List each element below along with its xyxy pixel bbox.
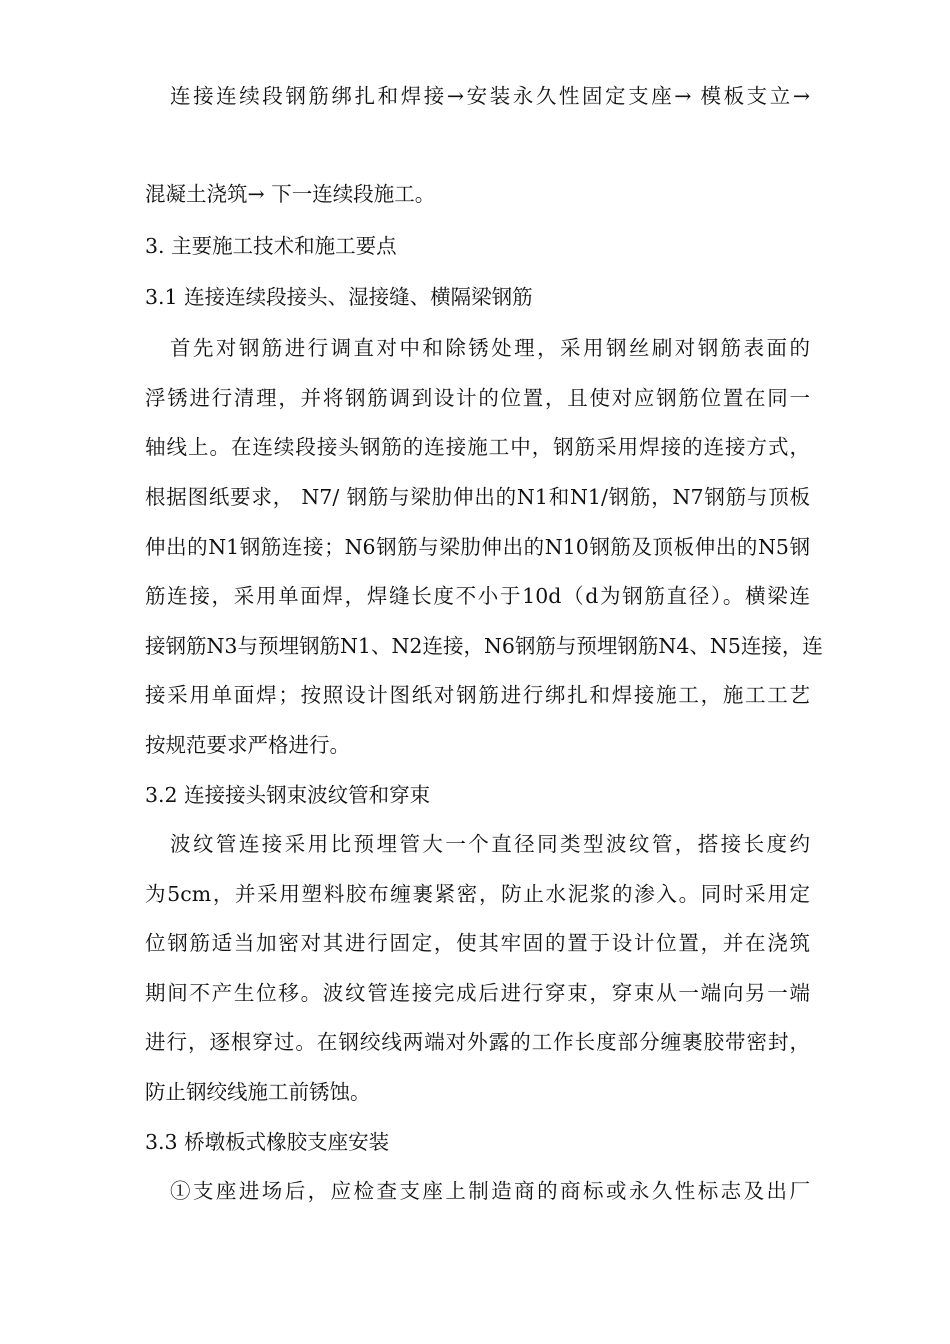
paragraph-line: 按规范要求严格进行。 bbox=[145, 733, 350, 757]
paragraph-line: 位钢筋适当加密对其进行固定，使其牢固的置于设计位置，并在浇筑 bbox=[145, 931, 810, 955]
section-3-2-heading: 3.2 连接接头钢束波纹管和穿束 bbox=[145, 783, 431, 807]
paragraph-line: 根据图纸要求， N7/ 钢筋与梁肋伸出的N1和N1/钢筋，N7钢筋与顶板 bbox=[145, 485, 810, 509]
paragraph-line: 接采用单面焊；按照设计图纸对钢筋进行绑扎和焊接施工，施工工艺 bbox=[145, 683, 810, 707]
paragraph-line: 防止钢绞线施工前锈蚀。 bbox=[145, 1080, 371, 1104]
section-3-1-heading: 3.1 连接连续段接头、湿接缝、横隔梁钢筋 bbox=[145, 285, 533, 309]
paragraph-line: 伸出的N1钢筋连接；N6钢筋与梁肋伸出的N10钢筋及顶板伸出的N5钢 bbox=[145, 535, 810, 559]
paragraph-line: 接钢筋N3与预埋钢筋N1、N2连接，N6钢筋与预埋钢筋N4、N5连接，连 bbox=[145, 634, 823, 658]
paragraph-line: 轴线上。在连续段接头钢筋的连接施工中，钢筋采用焊接的连接方式， bbox=[145, 435, 810, 459]
paragraph-line: 首先对钢筋进行调直对中和除锈处理，采用钢丝刷对钢筋表面的 bbox=[170, 336, 810, 360]
paragraph-line: 浮锈进行清理，并将钢筋调到设计的位置，且使对应钢筋位置在同一 bbox=[145, 386, 810, 410]
section-3-3-heading: 3.3 桥墩板式橡胶支座安装 bbox=[145, 1130, 390, 1154]
flow-line-2: 混凝土浇筑→ 下一连续段施工。 bbox=[145, 182, 436, 206]
paragraph-line: ①支座进场后，应检查支座上制造商的商标或永久性标志及出厂 bbox=[170, 1179, 810, 1203]
flow-line-1: 连接连续段钢筋绑扎和焊接→安装永久性固定支座→ 模板支立→ bbox=[170, 84, 810, 108]
paragraph-line: 波纹管连接采用比预埋管大一个直径同类型波纹管，搭接长度约 bbox=[170, 832, 810, 856]
paragraph-line: 筋连接，采用单面焊，焊缝长度不小于10d（d为钢筋直径）。横梁连 bbox=[145, 584, 810, 608]
paragraph-line: 进行，逐根穿过。在钢绞线两端对外露的工作长度部分缠裹胶带密封， bbox=[145, 1030, 810, 1054]
section-3-heading: 3. 主要施工技术和施工要点 bbox=[145, 234, 397, 258]
paragraph-line: 为5cm，并采用塑料胶布缠裹紧密，防止水泥浆的渗入。同时采用定 bbox=[145, 882, 810, 906]
paragraph-line: 期间不产生位移。波纹管连接完成后进行穿束，穿束从一端向另一端 bbox=[145, 981, 810, 1005]
